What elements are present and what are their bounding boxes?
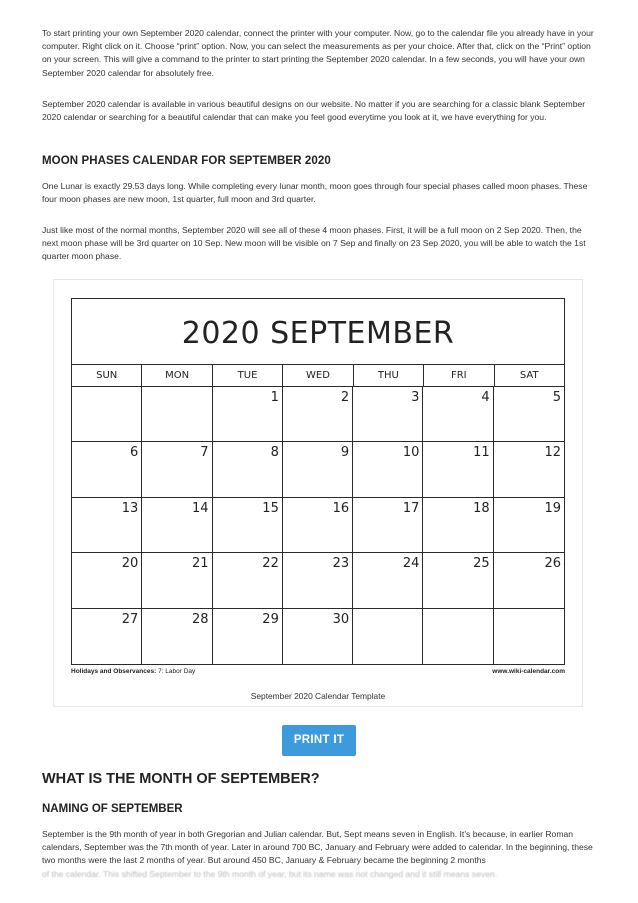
calendar-day-cell: 14 [142, 498, 212, 553]
calendar-day-cell: 2 [283, 387, 353, 442]
calendar-day-cell: 21 [142, 553, 212, 608]
calendar-day-cell: 1 [213, 387, 283, 442]
weekday-wed: WED [283, 365, 353, 386]
calendar-day-cell: 11 [423, 442, 493, 497]
calendar-day-cell: 7 [142, 442, 212, 497]
calendar-image [71, 298, 565, 665]
calendar-day-cell: 30 [283, 609, 353, 664]
print-it-button[interactable]: PRINT IT [282, 725, 356, 756]
calendar-day-cell: 6 [72, 442, 142, 497]
calendar-day-cell: 8 [213, 442, 283, 497]
calendar-day-cell: 19 [494, 498, 564, 553]
calendar-day-cell: 26 [494, 553, 564, 608]
calendar-day-cell: 17 [353, 498, 423, 553]
calendar-day-cell: 15 [213, 498, 283, 553]
holidays-label: Holidays and Observances: [71, 668, 157, 675]
weekday-mon: MON [142, 365, 212, 386]
calendar-day-cell [72, 387, 142, 442]
calendar-day-cell: 10 [353, 442, 423, 497]
calendar-day-cell [353, 609, 423, 664]
intro-paragraph-1: To start printing your own September 2020 calendar, connect the printer with your computer. Now, go to the calendar file you already have in your computer. Right click on it. Choose “print” option. Now, you can select the measurements as per your choice. After that, click on the “Print” option on your screen. This will give a command to the printer to start printing the September 2020 calendar. In a few seconds, you will have your own September 2020 calendar for absolutely free. [42, 28, 594, 78]
moon-paragraph-2: Just like most of the normal months, September 2020 will see all of these 4 moon phases. First, it will be a full moon on 2 Sep 2020. Then, the next moon phase will be 3rd quarter on 10 Sep. New moon will be visible on 7 Sep and finally on 23 Sep 2020, you will be able to watch the 1st quarter moon phase. [42, 225, 586, 262]
calendar-day-cell: 20 [72, 553, 142, 608]
weekday-fri: FRI [424, 365, 494, 386]
calendar-day-cell [494, 609, 564, 664]
weekday-tue: TUE [213, 365, 283, 386]
calendar-day-cell: 12 [494, 442, 564, 497]
calendar-figure [53, 279, 583, 707]
calendar-day-cell [423, 609, 493, 664]
calendar-site: www.wiki-calendar.com [492, 668, 565, 675]
calendar-day-cell: 4 [423, 387, 493, 442]
moon-phases-heading: MOON PHASES CALENDAR FOR SEPTEMBER 2020 [42, 155, 331, 167]
weekday-header [72, 365, 564, 387]
calendar-day-cell: 3 [353, 387, 423, 442]
weekday-sat: SAT [519, 370, 539, 381]
calendar-day-cell: 5 [494, 387, 564, 442]
holidays-value: 7: Labor Day [156, 668, 196, 675]
naming-subheading: NAMING OF SEPTEMBER [42, 803, 183, 815]
moon-paragraph-1: One Lunar is exactly 29.53 days long. While completing every lunar month, moon goes through four special phases called moon phases. These four moon phases are new moon, 1st quarter, full moon and 3rd quarter. [42, 181, 588, 205]
naming-paragraph: September is the 9th month of year in both Gregorian and Julian calendar. But, Sept means seven in English. It’s because, in earlier Roman calendars, September was the 7th month of year. Later in around 700 BC, January and February were added to calendar. In the beginning, these two months were the last 2 months of year. But around 450 BC, January & February became the beginning 2 months [42, 829, 593, 866]
calendar-day-cell: 29 [213, 609, 283, 664]
calendar-day-cell: 24 [353, 553, 423, 608]
calendar-day-cell: 16 [283, 498, 353, 553]
naming-paragraph-continued: of the calendar. This shifted September to the 9th month of year, but its name was not changed and it still means seven. [42, 869, 498, 879]
calendar-title: 2020 SEPTEMBER [72, 299, 564, 365]
calendar-day-cell: 23 [283, 553, 353, 608]
calendar-day-cell: 25 [423, 553, 493, 608]
calendar-day-cell: 27 [72, 609, 142, 664]
calendar-day-cell: 13 [72, 498, 142, 553]
intro-paragraph-2: September 2020 calendar is available in various beautiful designs on our website. No matter if you are searching for a classic blank September 2020 calendar or searching for a beautiful calendar that can make you feel good everytime you look at it, we have everything for you. [42, 99, 586, 123]
calendar-day-cell: 28 [142, 609, 212, 664]
calendar-day-cell: 22 [213, 553, 283, 608]
calendar-grid [72, 387, 564, 664]
section-heading: WHAT IS THE MONTH OF SEPTEMBER? [42, 771, 320, 787]
calendar-day-cell [142, 387, 212, 442]
weekday-thu: THU [354, 365, 424, 386]
calendar-day-cell: 9 [283, 442, 353, 497]
calendar-day-cell: 18 [423, 498, 493, 553]
weekday-sun: SUN [72, 365, 142, 386]
figure-caption: September 2020 Calendar Template [250, 691, 386, 701]
